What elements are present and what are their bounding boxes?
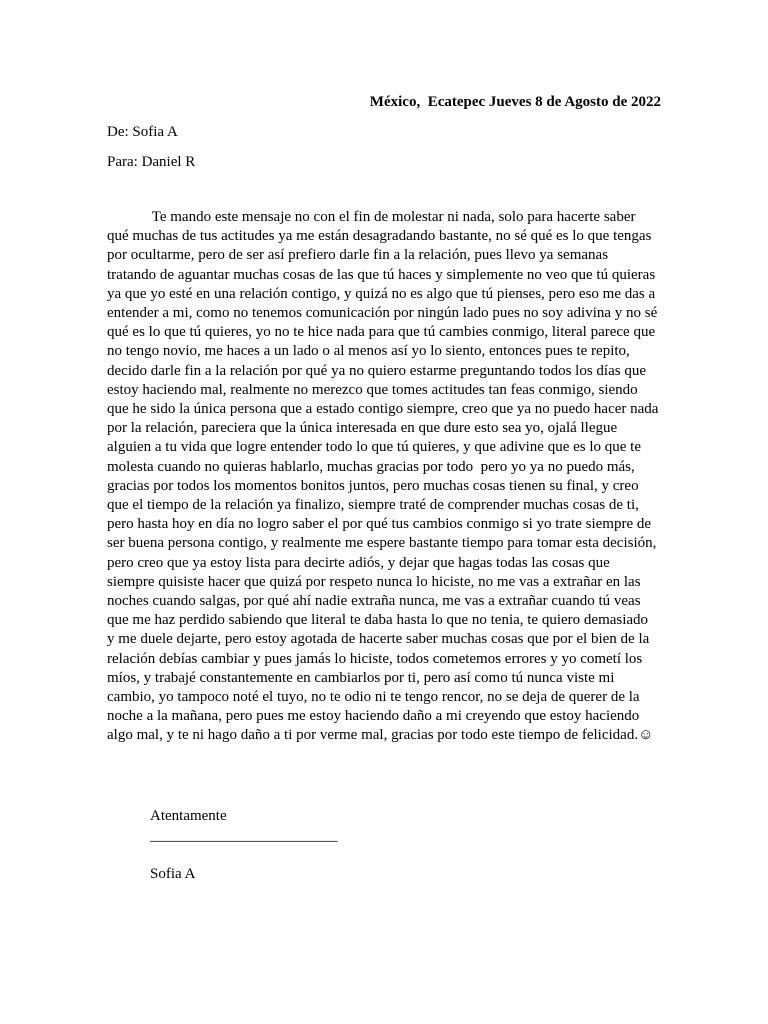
body-line: tratando de aguantar muchas cosas de las que tú haces y simplemente no veo que tú quieras: [107, 266, 656, 283]
body-line: que me haz perdido sabiendo que literal te daba hasta lo que no tenia, te quiero demasiado: [107, 612, 649, 629]
body-line: pero creo que ya estoy lista para decirte adiós, y dejar que hagas todas las cosas que: [107, 554, 610, 571]
body-line: qué muchas de tus actitudes ya me están desagradando bastante, no sé qué es lo que tengas: [107, 228, 652, 245]
recipient-line: Para: Daniel R: [107, 154, 196, 170]
letter-body: [107, 208, 661, 746]
body-line: algo mal, y te ni hago daño a ti por verme mal, gracias por todo este tiempo de felicidad.☺: [107, 727, 654, 744]
body-line: molesta cuando no quieras hablarlo, muchas gracias por todo pero yo ya no puedo más,: [107, 458, 635, 475]
body-line: estoy haciendo mal, realmente no merezco que tomes actitudes tan feas conmigo, siendo: [107, 381, 638, 398]
body-line: Te mando este mensaje no con el fin de molestar ni nada, solo para hacerte saber: [107, 209, 636, 225]
body-line: que he sido la única persona que a estado contigo siempre, creo que ya no puedo hacer nada: [107, 401, 659, 418]
body-line: pero hasta hoy en día no logro saber el por qué tus cambios conmigo si yo trate siempre de: [107, 516, 652, 533]
body-line: noche a la mañana, pero pues me estoy haciendo daño a mi creyendo que estoy haciendo: [107, 708, 640, 725]
body-line: relación debías cambiar y pues jamás lo hiciste, todos cometemos errores y yo cometí los: [107, 650, 643, 667]
body-line: alguien a tu vida que logre entender todo lo que tú quieres, y que adivine que es lo que te: [107, 439, 642, 456]
closing-salutation: Atentamente: [150, 808, 227, 824]
body-line: por ocultarme, pero de ser así prefiero darle fin a la relación, pues llevo ya semanas: [107, 247, 609, 264]
body-line: no tengo novio, me haces a un lado o al menos así yo lo siento, entonces pues te repito,: [107, 343, 630, 360]
body-line: noches cuando salgas, por qué ahí nadie extraña nunca, me vas a extrañar cuando tú veas: [107, 593, 641, 610]
date-line: México, Ecatepec Jueves 8 de Agosto de 2022: [369, 94, 661, 110]
body-line: ya que yo esté en una relación contigo, y quizá no es algo que tú pienses, pero eso me das a: [107, 285, 656, 302]
body-line: cambio, yo tampoco noté el tuyo, no te odio ni te tengo rencor, no se deja de querer de la: [107, 689, 640, 706]
signer-name: Sofia A: [150, 866, 196, 882]
body-line: por la relación, pareciera que la única interesada en que dure esto sea yo, ojalá llegue: [107, 420, 618, 437]
body-line: entender a mi, como no tenemos comunicación por ningún lado pues no soy adivina y no sé: [107, 305, 658, 322]
body-line: que el tiempo de la relación ya finalizo, siempre traté de comprender muchas cosas de ti,: [107, 497, 639, 514]
body-line: gracias por todos los momentos bonitos juntos, pero muchas cosas tienen su final, y creo: [107, 477, 639, 494]
body-line: qué es lo que tú quieres, yo no te hice nada para que tú cambies conmigo, literal parece que: [107, 324, 656, 341]
body-line: míos, y trabajé constantemente en cambiarlos por ti, pero así como tú nunca viste mi: [107, 669, 615, 686]
body-line: y me duele dejarte, pero estoy agotada de hacerte saber muchas cosas que por el bien de la: [107, 631, 650, 648]
body-line: decido darle fin a la relación por qué ya no quiero estarme preguntando todos los días que: [107, 362, 646, 379]
signature-line: _________________________: [150, 828, 338, 844]
sender-line: De: Sofia A: [107, 124, 178, 140]
body-line: ser buena persona contigo, y realmente me espere bastante tiempo para tomar esta decisión,: [107, 535, 657, 552]
body-line: siempre quisiste hacer que quizá por respeto nunca lo hiciste, no me vas a extrañar en las: [107, 573, 641, 590]
